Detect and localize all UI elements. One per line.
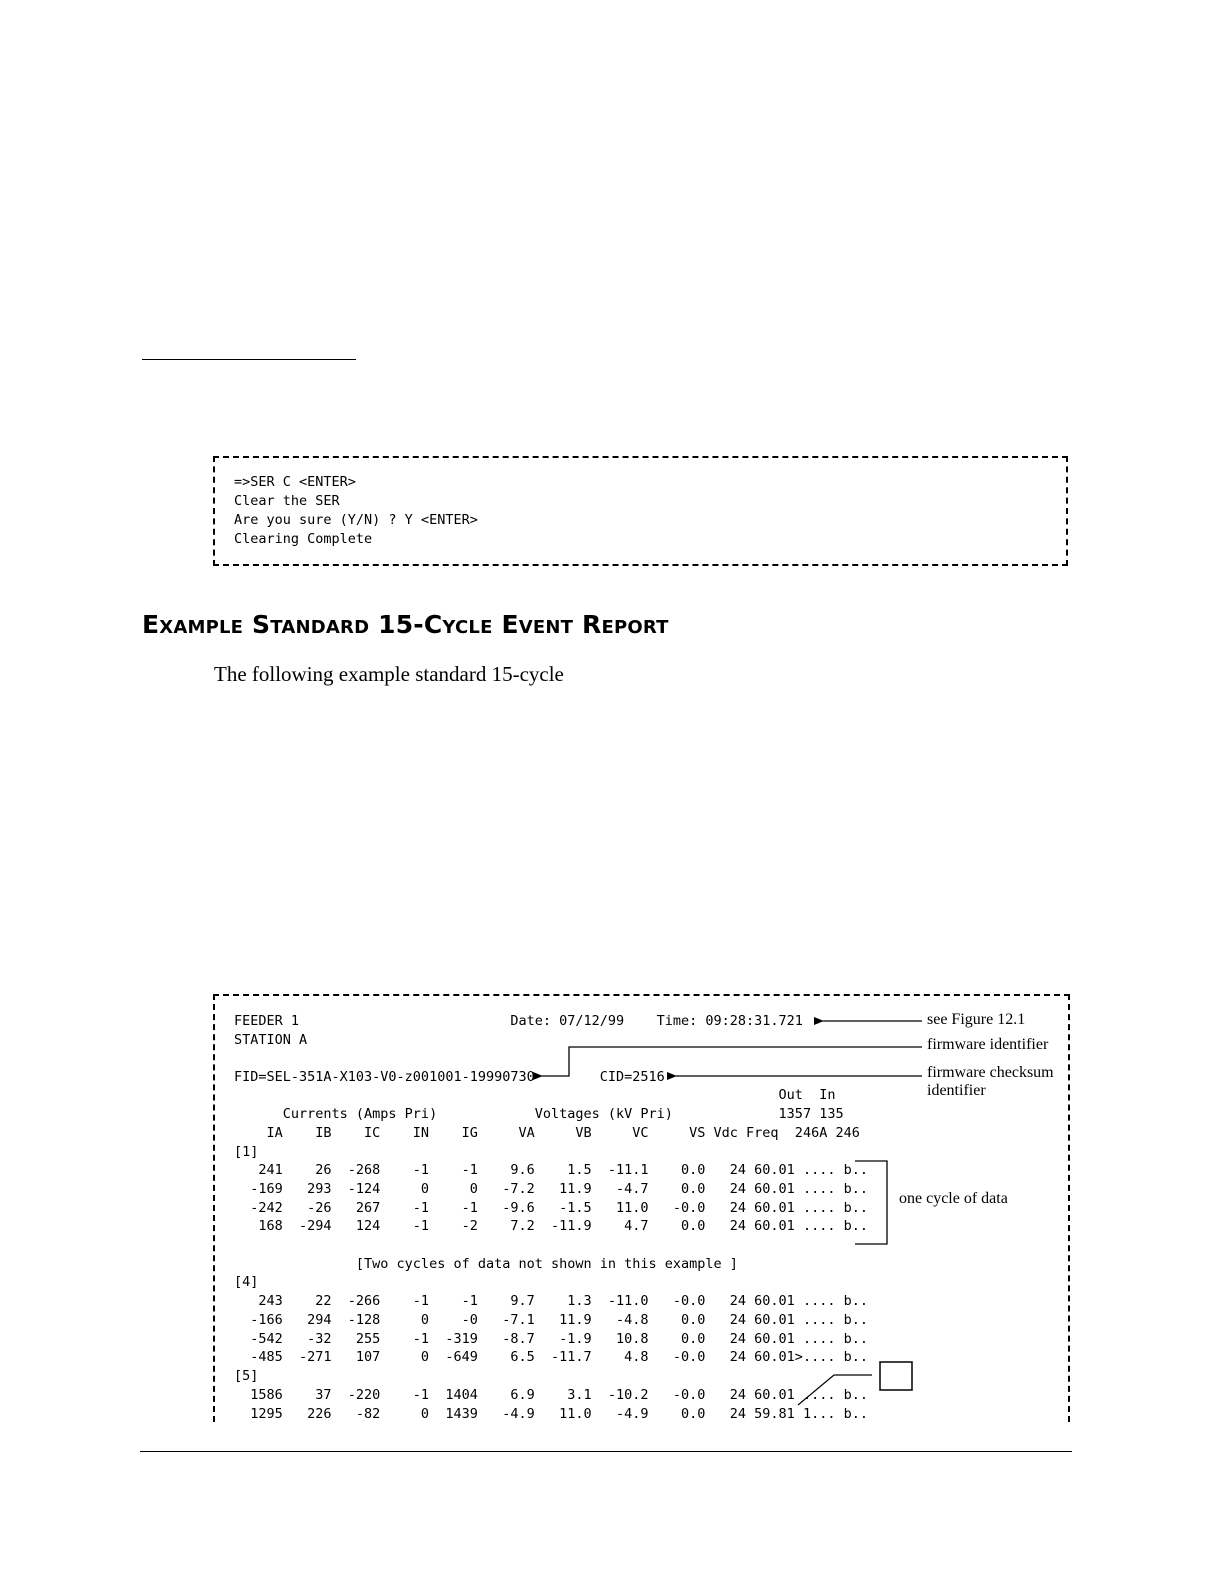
report-fid-line: FID=SEL-351A-X103-V0-z001001-19990730 CID=2516: [234, 1069, 665, 1085]
omitted-cycles-note: [Two cycles of data not shown in this example ]: [234, 1256, 738, 1272]
report-column-header: IA IB IC IN IG VA VB VC VS Vdc Freq 246A 246: [234, 1125, 860, 1141]
data-row: 1586 37 -220 -1 1404 6.9 3.1 -10.2 -0.0 24 60.01 .... b..: [234, 1387, 868, 1403]
intro-paragraph: The following example standard 15-cycle: [214, 662, 564, 686]
report-header-line: FEEDER 1 Date: 07/12/99 Time: 09:28:31.721: [234, 1013, 803, 1029]
terminal-line: Are you sure (Y/N) ? Y <ENTER>: [234, 512, 478, 528]
cycle-label: [4]: [234, 1274, 259, 1290]
data-row: -166 294 -128 0 -0 -7.1 11.9 -4.8 0.0 24 60.01 .... b..: [234, 1312, 868, 1328]
data-row: 241 26 -268 -1 -1 9.6 1.5 -11.1 0.0 24 60.01 .... b..: [234, 1162, 868, 1178]
data-row: -169 293 -124 0 0 -7.2 11.9 -4.7 0.0 24 60.01 .... b..: [234, 1181, 868, 1197]
report-station-line: STATION A: [234, 1032, 308, 1048]
terminal-line: Clearing Complete: [234, 531, 373, 547]
data-row: -242 -26 267 -1 -1 -9.6 -1.5 11.0 -0.0 24 60.01 .... b..: [234, 1200, 868, 1216]
firmware-checksum-annotation: firmware checksum identifier: [927, 1064, 1054, 1100]
terminal-line: =>SER C <ENTER>: [234, 474, 356, 490]
data-row: 243 22 -266 -1 -1 9.7 1.3 -11.0 -0.0 24 60.01 .... b..: [234, 1293, 868, 1309]
cycle-label: [5]: [234, 1368, 259, 1384]
firmware-identifier-arrow: [542, 1047, 922, 1076]
one-cycle-annotation: one cycle of data: [899, 1190, 1008, 1207]
see-figure-annotation: see Figure 12.1: [927, 1011, 1026, 1028]
cycle-label: [1]: [234, 1144, 259, 1160]
data-row: 168 -294 124 -1 -2 7.2 -11.9 4.7 0.0 24 60.01 .... b..: [234, 1218, 868, 1234]
report-out-in-line: Out In: [234, 1087, 836, 1103]
data-row: -542 -32 255 -1 -319 -8.7 -1.9 10.8 0.0 24 60.01 .... b..: [234, 1331, 868, 1347]
callout-leader: [798, 1375, 834, 1405]
section-heading: Example Standard 15-Cycle Event Report: [142, 610, 669, 639]
footer-rule: [140, 1451, 1072, 1452]
terminal-line: Clear the SER: [234, 493, 340, 509]
data-row: -485 -271 107 0 -649 6.5 -11.7 4.8 -0.0 24 60.01>.... b..: [234, 1349, 868, 1365]
one-cycle-bracket: [855, 1161, 887, 1244]
firmware-identifier-annotation: firmware identifier: [927, 1036, 1049, 1053]
data-row: 1295 226 -82 0 1439 -4.9 11.0 -4.9 0.0 24 59.81 1... b..: [234, 1406, 868, 1422]
report-group-header: Currents (Amps Pri) Voltages (kV Pri) 1357 135: [234, 1106, 844, 1122]
callout-box: [880, 1362, 912, 1390]
